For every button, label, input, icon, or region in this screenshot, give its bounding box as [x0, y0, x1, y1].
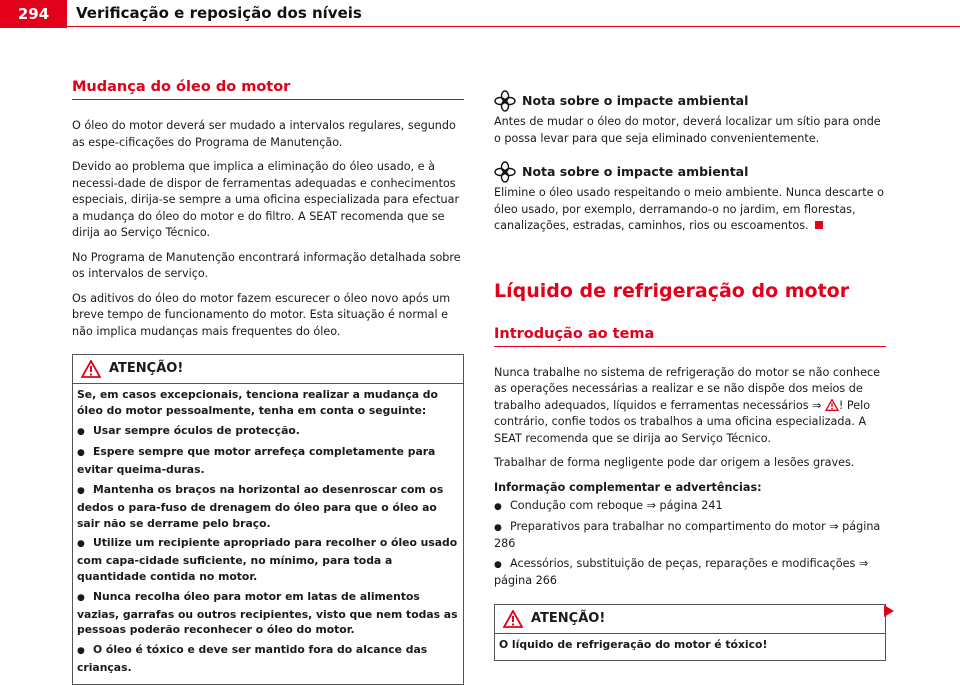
continue-arrow-icon: [884, 605, 894, 617]
header-rule: [67, 26, 960, 27]
warning-bullet: ● Utilize um recipiente apropriado para recolher o óleo usado com capa-cidade suficiente, no mínimo, para toda a quantidade contida no motor.: [77, 535, 459, 584]
env-note-heading: [494, 161, 886, 183]
paragraph: Os aditivos do óleo do motor fazem escurecer o óleo novo após um breve tempo de funcionamento do motor. Esta situação é normal e não implica mudanças mais frequentes do óleo.: [72, 291, 451, 338]
warning-box: [494, 604, 886, 662]
env-note-text: Elimine o óleo usado respeitando o meio ambiente. Nunca descarte o óleo usado, por exemplo, derramando-o no jardim, em florestas, canalizações, estradas, caminhos, rios ou escoamentos.: [494, 186, 884, 232]
paragraph: Devido ao problema que implica a eliminação do óleo usado, e à necessi-dade de dispor de ferramentas adequadas e conhecimentos especiais, dirija-se sempre a uma oficina especializada para efectuar a mudança do óleo do motor e do filtro. A SEAT recomenda que se dirija ao Serviço Técnico.: [72, 160, 460, 239]
paragraph: O óleo do motor deverá ser mudado a intervalos regulares, segundo as espe-cificações do Programa de Manutenção.: [72, 119, 456, 149]
warning-bullet: ● Mantenha os braços na horizontal ao desenroscar com os dedos o para-fuso de drenagem do óleo para que o óleo ao sair não se derrame pelo braço.: [77, 482, 459, 531]
warning-body: [495, 634, 885, 661]
right-column: [494, 90, 886, 661]
warning-bullet: ● Nunca recolha óleo para motor em latas de alimentos vazias, garrafas ou outros recipientes, visto que nem todas as pessoas poderão reconhecer o óleo do motor.: [77, 589, 459, 638]
warning-header: [495, 605, 885, 634]
section-title-intro: Introdução ao tema: [494, 325, 886, 347]
end-of-section-marker: [815, 221, 823, 229]
warning-bullet: ● Usar sempre óculos de protecção.: [77, 423, 459, 441]
warning-body: [73, 384, 463, 684]
env-note-heading: [494, 90, 886, 112]
env-note-title: Nota sobre o impacte ambiental: [522, 92, 749, 108]
intro-paragraph: Nunca trabalhe no sistema de refrigeração do motor se não conhece as operações necessárias a realizar e se não dispõe dos meios de trabalho adequados, líquidos e ferramentas necessários ⇒ ! Pelo contrário, confie todos os trabalhos a uma oficina especializada. A SEAT recomenda que se dirija ao Serviço Técnico.: [494, 365, 880, 445]
warning-triangle-icon: [81, 360, 101, 378]
environment-flower-icon: [494, 161, 516, 183]
section-title-oil-change: Mudança do óleo do motor: [72, 78, 464, 100]
warning-text: O líquido de refrigeração do motor é tóxico!: [499, 637, 768, 651]
chapter-title: Líquido de refrigeração do motor: [494, 279, 850, 302]
danger-paragraph: Trabalhar de forma negligente pode dar origem a lesões graves.: [494, 456, 855, 469]
paragraph: No Programa de Manutenção encontrará informação detalhada sobre os intervalos de serviço.: [72, 250, 461, 280]
left-column: [72, 78, 464, 685]
warning-intro: Se, em casos excepcionais, tenciona realizar a mudança do óleo do motor pessoalmente, tenha em conta o seguinte:: [77, 388, 438, 417]
environment-flower-icon: [494, 90, 516, 112]
warning-box: [72, 354, 464, 685]
page-number: 294: [0, 0, 67, 28]
warning-header: [73, 355, 463, 384]
warning-bullet: ● O óleo é tóxico e deve ser mantido fora do alcance das crianças.: [77, 642, 459, 676]
env-note-text: Antes de mudar o óleo do motor, deverá localizar um sítio para onde o possa levar para que seja eliminado convenientemente.: [494, 115, 881, 145]
warning-triangle-icon: [825, 399, 839, 411]
cross-reference-link[interactable]: ● Acessórios, substituição de peças, reparações e modificações ⇒ página 266: [494, 556, 886, 590]
warning-bullet: ● Espere sempre que motor arrefeça completamente para evitar queima-duras.: [77, 444, 459, 478]
warning-triangle-icon: [503, 610, 523, 628]
header-title: Verificação e reposição dos níveis: [76, 4, 362, 22]
cross-reference-link[interactable]: ● Condução com reboque ⇒ página 241: [494, 498, 886, 516]
warning-title: ATENÇÃO!: [531, 610, 606, 626]
info-heading: Informação complementar e advertências:: [494, 480, 762, 494]
page-header: [0, 0, 960, 28]
warning-title: ATENÇÃO!: [109, 361, 184, 377]
cross-reference-link[interactable]: ● Preparativos para trabalhar no compartimento do motor ⇒ página 286: [494, 519, 886, 553]
env-note-title: Nota sobre o impacte ambiental: [522, 163, 749, 179]
